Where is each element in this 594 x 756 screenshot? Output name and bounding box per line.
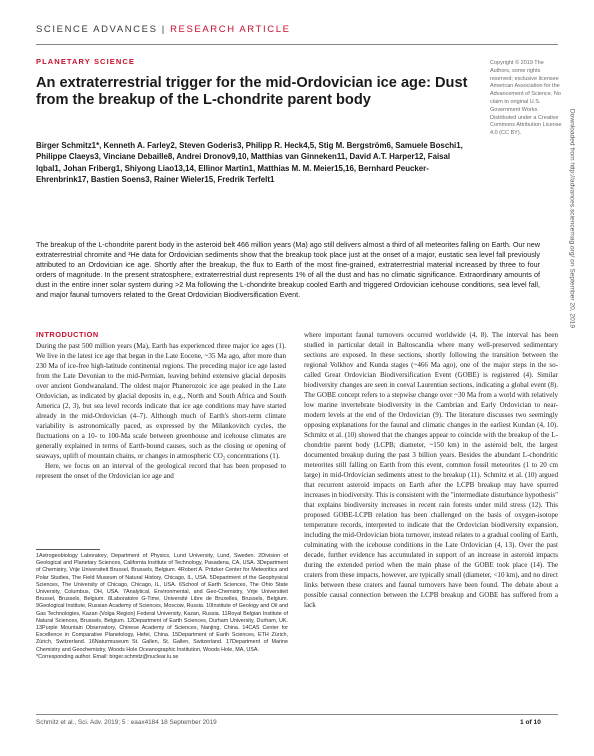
left-column xyxy=(36,330,286,481)
footer-rule xyxy=(36,714,558,715)
page-number: 1 of 10 xyxy=(520,719,541,726)
copyright-notice: Copyright © 2019 The Authors, some rights reserved; exclusive licensee American Association for the Advancement of Science. No claim to original U.S. Government Works. Distributed under a Creative Commons Attribution License 4.0 (CC BY). xyxy=(490,60,562,137)
header-separator: | xyxy=(157,24,171,35)
header-rule xyxy=(36,44,558,45)
journal-name: SCIENCE ADVANCES xyxy=(36,24,158,35)
body-paragraph: During the past 500 million years (Ma), Earth has experienced three major ice ages (1). We live in the latest ice age that began in the Late Eocene, ~35 Ma ago, after more than 230 Ma of ice-free high-latitude continental regions. The preceding major ice age lasted from the Late Devonian to the mid-Permian, leaving behind extensive glacial deposits over ancient Gondwanaland. The oldest major Phanerozoic ice age peaked in the Late Ordovician, as indicated by glacial deposits in, e.g., North and South Africa and South America (2, 3), but sea level records indicate that ice age conditions may have started already in the mid-Ordovician (4–7). Although much of Earth's short-term climate variability is astronomically paced, as expressed by the Milankovitch cycles, the fluctuations on a 10- to 100-Ma scale between greenhouse and icehouse climates are generally explained in terms of Earth-bound causes, such as the closing or opening of seaways, uplift of mountain chains, or changes in atmospheric CO₂ concentrations (1). xyxy=(36,342,286,461)
section-label: PLANETARY SCIENCE xyxy=(36,57,135,66)
article-title: An extraterrestrial trigger for the mid-Ordovician ice age: Dust from the breakup of the L-chondrite parent body xyxy=(36,75,468,109)
affiliations: 1Astrogeobiology Laboratory, Department of Physics, Lund University, Lund, Sweden. 2Division of Geological and Planetary Sciences, California Institute of Technology, Pasadena, CA, USA. 3Department of Chemistry, Vrije Universiteit Brussel, Brussels, Belgium. 4Robert A. Pritzker Center for Meteoritics and Polar Studies, The Field Museum of Natural History, Chicago, IL, USA. 5Department of the Geophysical Sciences, The University of Chicago, Chicago, IL, USA. 6School of Earth Sciences, The Ohio State University, Columbus, OH, USA. 7Analytical, Environmental, and Geo-Chemistry, Vrije Universiteit Brussel, Brussels, Belgium. 8Laboratoire G-Time, Université Libre de Bruxelles, Brussels, Belgium. 9Geological Institute, Russian Academy of Sciences, Moscow, Russia. 10Institute of Geology and Oil and Gas Technologies, Kazan (Volga Region) Federal University, Kazan, Russia. 11Royal Belgian Institute of Natural Sciences, Brussels, Belgium. 12Department of Earth Sciences, Durham University, Durham, UK. 13Purple Mountain Observatory, Chinese Academy of Sciences, Nanjing, China. 14CAS Center for Excellence in Comparative Planetology, Hefei, China. 15Department of Earth Sciences, ETH Zürich, Zürich, Switzerland. 16Naturmuseum St. Gallen, St. Gallen, Switzerland. 17Department of Marine Chemistry and Geochemistry, Woods Hole Oceanographic Institution, Woods Hole, MA, USA. xyxy=(36,553,288,653)
corresponding-author[interactable]: *Corresponding author. Email: birger.schmitz@nuclear.lu.se xyxy=(36,653,179,660)
body-paragraph: where important faunal turnovers occurred worldwide (4, 8). The interval has been studied in particular detail in Baltoscandia where many well-preserved sedimentary sections are exposed. In these sections, shortly following the transition between the regional Volkhov and Kunda stages (~466 Ma ago), one of the major steps in the so-called Great Ordovician Biodiversification Event (GOBE) is registered (4). Similar biodiversity changes are seen in coeval Laurentian sections, indicating a global event (8). The GOBE concept refers to a stepwise change over ~30 Ma from a world with relatively low marine invertebrate biodiversity in the Cambrian and Early Ordovician to near-modern levels at the end of the Ordovician (9). The literature discusses two seemingly opposing explanations for the faunal and climatic changes in the earliest Kundan (4, 10). Schmitz et al. (10) showed that the changes appear to coincide with the breakup of the L-chondrite parent body (LCPB; diameter, ~150 km) in the asteroid belt, the largest documented breakup during the past 3 billion years. Besides the abundant L-chondritic meteorites still falling on Earth from this event, common fossil meteorites (1 to 20 cm large) in mid-Ordovician sediments attest to the breakup (11). Schmitz et al. (10) argued that recurrent asteroid impacts on Earth after the LCPB breakup may have spurred increases in biodiversity. This is consistent with the "intermediate disturbance hypothesis" that explains biodiversity increases in recent rain forests under mild stress (12). This proposed GOBE-LCPB relation has been challenged on the basis of oxygen-isotope temperature records, interpreted to indicate that the Ordovician biodiversity expansion, including the mid-Ordovician biota turnover, instead relates to a gradual cooling of Earth, culminating with the icehouse conditions in the Late Ordovician (4, 13). Over the past decade, further evidence has accumulated in support of an increase in asteroid impacts during the extended period when the main phase of the GOBE took place (14). The craters from these impacts, however, are typically small (diameter, <10 km), and no direct links between these craters and faunal turnovers have been found. The debate about a possible causal connection between the LCPB breakup and GOBE has suffered from a lack xyxy=(304,331,558,610)
affiliations-footnotes xyxy=(36,553,288,661)
introduction-heading: INTRODUCTION xyxy=(36,330,99,339)
journal-header xyxy=(36,24,556,35)
footer-citation: Schmitz et al., Sci. Adv. 2019; 5 : eaax4184 18 September 2019 xyxy=(36,719,217,726)
body-paragraph: Here, we focus on an interval of the geological record that has been proposed to represent the onset of the Ordovician ice age and xyxy=(36,462,286,481)
author-list: Birger Schmitz1*, Kenneth A. Farley2, Steven Goderis3, Philipp R. Heck4,5, Stig M. Bergström6, Samuele Boschi1, Philippe Claeys3, Vinciane Debaille8, Andrei Dronov9,10, Matthias van Ginneken11, David A.T. Harper12, Faisal Iqbal1, Johan Friberg1, Shiyong Liao13,14, Ellinor Martin1, Matthias M. M. Meier15,16, Bernhard Peucker-Ehrenbrink17, Bastien Soens3, Rainer Wieler15, Fredrik Terfelt1 xyxy=(36,141,463,184)
abstract: The breakup of the L-chondrite parent body in the asteroid belt 466 million years (Ma) ago still delivers almost a third of all meteorites falling on Earth. Our new extraterrestrial chromite and ³He data for Ordovician sediments show that the breakup took place just at the onset of a major, eustatic sea level fall previously attributed to an Ordovician ice age. Shortly after the breakup, the flux to Earth of the most fine-grained, extraterrestrial material increased by three to four orders of magnitude. In the present stratosphere, extraterrestrial dust represents 1% of all the dust and has no climatic significance. Extraordinary amounts of dust in the entire inner solar system during >2 Ma following the L-chondrite breakup cooled Earth and triggered Ordovician icehouse conditions, sea level fall, and major faunal turnovers related to the Great Ordovician Biodiversification Event. xyxy=(36,240,540,300)
download-note[interactable]: Downloaded from http://advances.sciencemag.org/ on September 20, 2019 xyxy=(568,108,576,329)
footnote-rule xyxy=(36,549,100,550)
article-type: RESEARCH ARTICLE xyxy=(170,24,291,35)
right-column xyxy=(304,330,558,610)
